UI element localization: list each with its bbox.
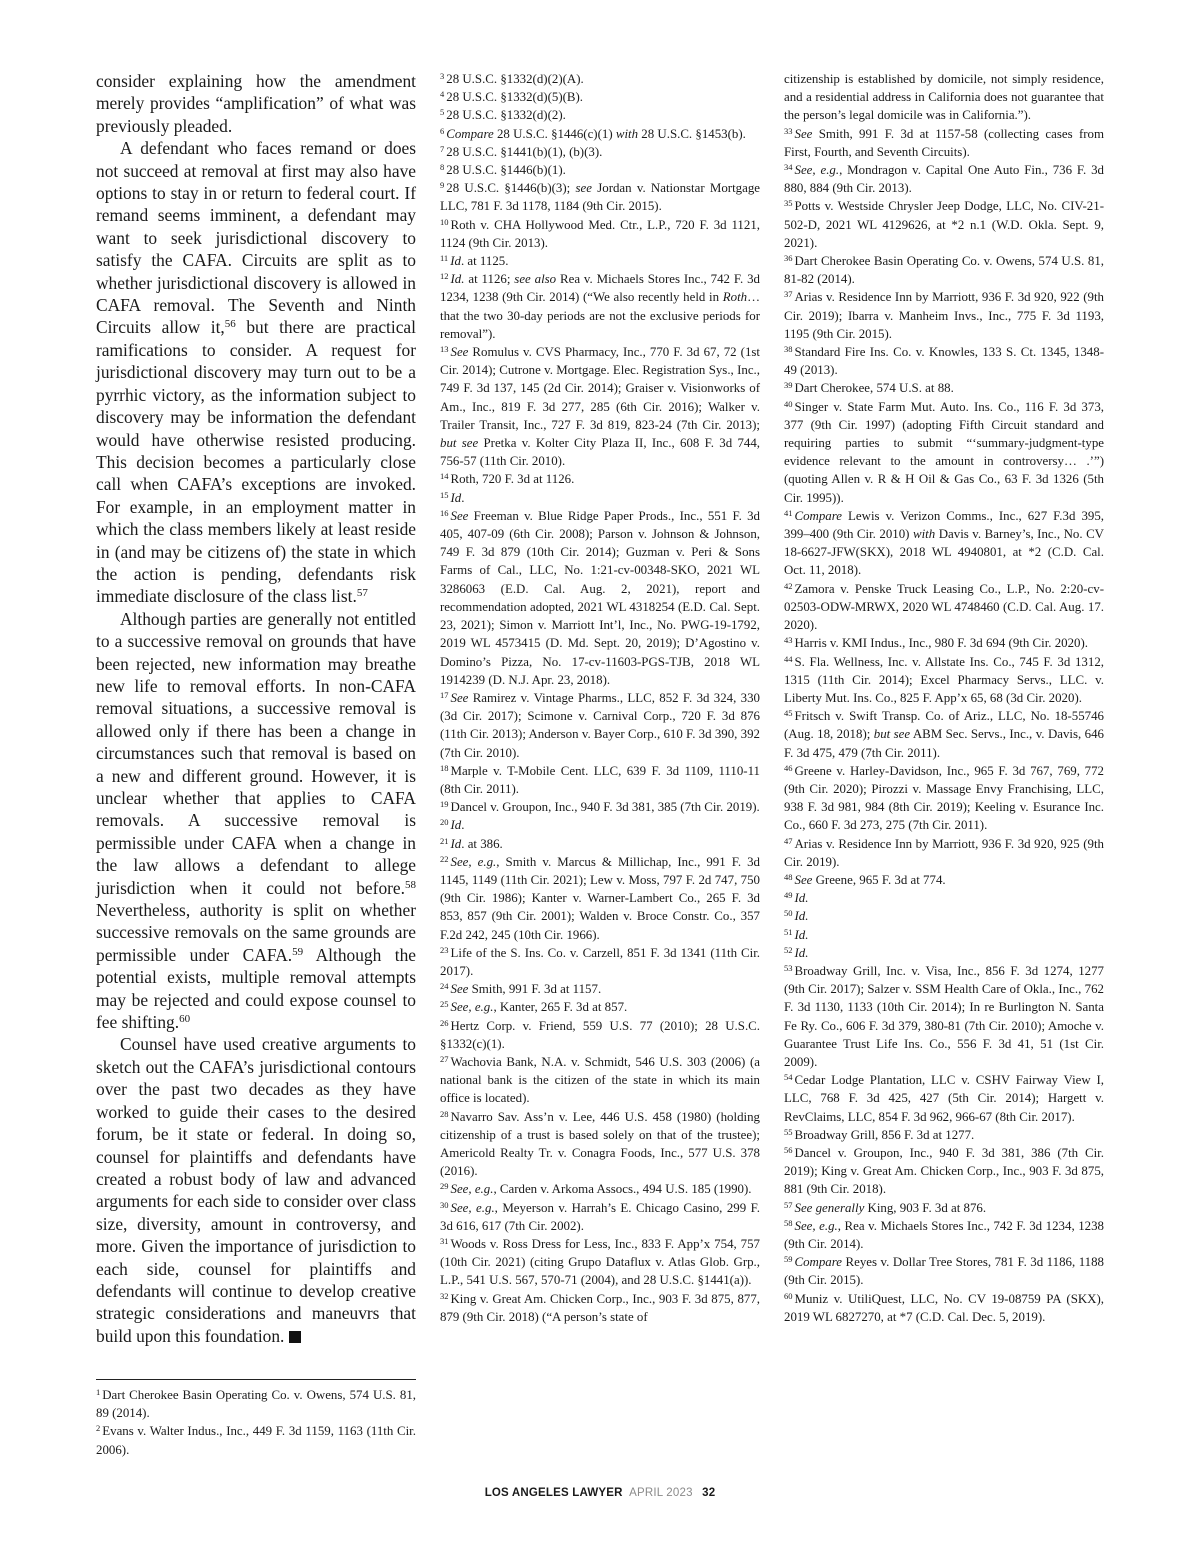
text-run: Cedar Lodge Plantation, LLC v. CSHV Fairway View I, LLC, 768 F. 3d 425, 427 (5th Cir. 2014); Hargett v. RevClaims, LLC, 854 F. 3d 962, 966-67 (8th Cir. 2017). — [784, 1073, 1104, 1124]
text-run: . — [461, 490, 465, 505]
footnote — [440, 161, 760, 179]
footnote — [784, 507, 1104, 580]
footnote — [440, 1017, 760, 1053]
text-run: Pretka v. Kolter City Plaza II, Inc., 608 F. 3d 744, 756-57 (11th Cir. 2010). — [440, 436, 760, 469]
footnote — [784, 379, 1104, 397]
text-run: . — [461, 818, 465, 833]
text-run: Dart Cherokee Basin Operating Co. v. Owens, 574 U.S. 81, 89 (2014). — [96, 1388, 416, 1421]
italic-text: Id — [450, 836, 462, 851]
text-run: S. Fla. Wellness, Inc. v. Allstate Ins. Co., 745 F. 3d 1312, 1315 (11th Cir. 2014); Excel Pharmacy Servs., LLC. v. Liberty Mut. Ins. Co., 825 F. App’x 65, 68 (3d Cir. 2020). — [784, 654, 1104, 705]
footnote — [784, 653, 1104, 708]
footnote — [440, 70, 760, 88]
footnote — [784, 70, 1104, 125]
end-of-article-mark — [289, 1331, 301, 1343]
footnote-number: 29 — [440, 1181, 449, 1192]
text-run: Potts v. Westside Chrysler Jeep Dodge, LLC, No. CIV-21-502-D, 2021 WL 4129626, at *2 n.1 (W.D. Okla. Sept. 9, 2021). — [784, 199, 1104, 250]
text-run: Although parties are generally not entitled to a successive removal on grounds that have been rejected, new information may breathe new life to removal efforts. In non-CAFA removal situations, a successive removal is allowed only if there has been a change in circumstances such that removal is based on a new and different ground. However, it is unclear whether that applies to CAFA removals. A successive removal is permissible under CAFA when a change in the law allows a defendant to allege jurisdiction when it could not before. — [96, 608, 416, 898]
text-run: 28 U.S.C. §1446(b)(1). — [446, 163, 566, 178]
footnote-reference: 56 — [224, 318, 236, 331]
footnote-number: 26 — [440, 1017, 449, 1028]
page-footer — [0, 1487, 1200, 1499]
footnote-number: 23 — [440, 944, 449, 955]
footnote — [784, 926, 1104, 944]
text-run: , Mondragon v. Capital One Auto Fin., 736 F. 3d 880, 884 (9th Cir. 2013). — [784, 163, 1104, 196]
text-run: Counsel have used creative arguments to sketch out the CAFA’s jurisdictional contours over the past two decades as they have worked to guide their cases to the desired forum, be it state or federal. In doing so, counsel for plaintiffs and defendants have created a robust body of law and advanced arguments for each side to consider over class size, diversity, amount in controversy, and more. Given the importance of jurisdiction to each side, counsel for plaintiffs and defendants will continue to develop creative strategic considerations and maneuvrs that build upon this foundation. — [96, 1034, 416, 1346]
footnote — [440, 252, 760, 270]
text-run: Rea v. Michaels Stores Inc., 742 F. 3d 1234, 1238 (9th Cir. 2014) (“We also recently held in — [440, 272, 760, 305]
text-run: A defendant who faces remand or does not succeed at removal at first may also have options to stay in or return to federal court. If remand seems imminent, a defendant may want to seek jurisdictional discovery to satisfy the CAFA. Circuits are split as to whether jurisdictional discovery is allowed in CAFA removal. The Seventh and Ninth Circuits allow it, — [96, 138, 416, 338]
text-run: Singer v. State Farm Mut. Auto. Ins. Co., 116 F. 3d 373, 377 (9th Cir. 1997) (adopting Fifth Circuit standard and requiring parties to submit “‘summary-judgment-type evidence relevant to the amount in controversy… .’”) (quoting Allen v. R & H Oil & Gas Co., 63 F. 3d 1326 (5th Cir. 1995)). — [784, 399, 1104, 505]
footnote-number: 56 — [784, 1144, 793, 1155]
footnote-number: 2 — [96, 1423, 101, 1434]
text-run: 28 U.S.C. §1446(b)(3); — [446, 181, 576, 196]
italic-text: Id. — [794, 945, 809, 960]
text-run: Davis v. Barney’s, Inc., No. CV 18-6627-JFW(SKX), 2018 WL 4940801, at *2 (C.D. Cal. Oct. 11, 2018). — [784, 527, 1104, 578]
text-run: …that the two 30-day periods are not the exclusive periods for removal”). — [440, 290, 760, 341]
text-run: Dancel v. Groupon, Inc., 940 F. 3d 381, 385 (7th Cir. 2019). — [450, 800, 760, 815]
italic-text: with — [615, 126, 639, 141]
footnote — [440, 1235, 760, 1290]
text-run: 28 U.S.C. §1446(c)(1) — [493, 126, 616, 141]
footnote — [440, 853, 760, 944]
italic-text: See — [794, 872, 813, 887]
footnote-number: 46 — [784, 762, 793, 773]
footnote-number: 31 — [440, 1236, 449, 1246]
footnote-number: 24 — [440, 981, 449, 992]
text-run: 28 U.S.C. §1332(d)(2)(A). — [446, 72, 584, 86]
footnote — [784, 871, 1104, 889]
footnote — [440, 944, 760, 980]
text-run: Greene, 965 F. 3d at 774. — [812, 872, 946, 887]
footnote-reference: 58 — [405, 878, 416, 891]
text-run: Zamora v. Penske Truck Leasing Co., L.P., No. 2:20-cv-02503-ODW-MRWX, 2020 WL 4748460 (C.D. Cal. Aug. 17. 2020). — [784, 581, 1104, 633]
footnote — [440, 489, 760, 507]
footnote — [784, 288, 1104, 343]
footnote-number: 45 — [784, 708, 793, 719]
text-run: Romulus v. CVS Pharmacy, Inc., 770 F. 3d 67, 72 (1st Cir. 2014); Cutrone v. Mortgage. Elec. Registration Sys., Inc., 749 F. 3d 137, 145 (2d Cir. 2014); Graiser v. Visionworks of Am., Inc., 819 F. 3d 277, 285 (6th Cir. 2016); Walker v. Trailer Transit, Inc., 727 F. 3d 819, 823-24 (7th Cir. 2013); — [440, 345, 760, 432]
text-run: Woods v. Ross Dress for Less, Inc., 833 F. App’x 754, 757 (10th Cir. 2021) (citing Grupo Dataflux v. Atlas Glob. Grp., L.P., 541 U.S. 567, 570-71 (2004), and 28 U.S.C. §1441(a)). — [440, 1237, 760, 1288]
text-run: Reyes v. Dollar Tree Stores, 781 F. 3d 1186, 1188 (9th Cir. 2015). — [784, 1255, 1104, 1288]
footnote — [784, 944, 1104, 962]
footnote-number: 19 — [440, 799, 449, 810]
text-run: Roth, 720 F. 3d at 1126. — [450, 472, 575, 487]
footnote — [440, 1108, 760, 1181]
footnote-number: 53 — [784, 962, 793, 973]
text-run: Greene v. Harley-Davidson, Inc., 965 F. 3d 767, 769, 772 (9th Cir. 2020); Pirozzi v. Massage Envy Franchising, LLC, 938 F. 3d 981, 984 (8th Cir. 2019); Keeling v. Esurance Inc. Co., 660 F. 3d 273, 275 (7th Cir. 2011). — [784, 763, 1104, 833]
italic-text: See — [450, 982, 469, 997]
italic-text: See — [450, 345, 469, 360]
footnote — [440, 998, 760, 1016]
text-run: . at 1125. — [460, 254, 509, 269]
footnote — [784, 252, 1104, 288]
italic-text: Id. — [794, 891, 809, 906]
italic-text: Roth — [722, 290, 748, 305]
italic-text: see — [575, 181, 592, 196]
footnote-number: 49 — [784, 890, 793, 901]
footnote-number: 35 — [784, 198, 793, 209]
text-run: 28 U.S.C. §1441(b)(1), (b)(3). — [446, 144, 603, 159]
footnote-number: 52 — [784, 944, 793, 955]
footnotes-column-1 — [96, 1386, 416, 1459]
text-run: Arias v. Residence Inn by Marriott, 936 F. 3d 920, 925 (9th Cir. 2019). — [784, 836, 1104, 869]
footnote-number: 50 — [784, 908, 793, 919]
footnote — [784, 835, 1104, 871]
text-run: 28 U.S.C. §1332(d)(5)(B). — [446, 90, 584, 105]
italic-text: See, e.g. — [450, 1000, 494, 1015]
text-run: Freeman v. Blue Ridge Paper Prods., Inc., 551 F. 3d 405, 407-09 (6th Cir. 2008); Parson v. Johnson & Johnson, 749 F. 3d 879 (10th Cir. 2014); Guzman v. Peri & Sons Farms of Cal., LLC, No. 1:21-cv-00348-SKO, 2021 WL 3286063 (E.D. Cal. Aug. 2, 2021), report and recommendation adopted, 2021 WL 4318254 (E.D. Cal. Sept. 23, 2021); Simon v. Marriott Int’l, Inc., No. PWG-19-1792, 2019 WL 4573415 (D. Md. Sept. 20, 2019); D’Agostino v. Domino’s Pizza, No. 17-cv-11603-PGS-TJB, 2018 WL 1914239 (D. N.J. Apr. 23, 2018). — [440, 508, 760, 687]
footnote-number: 48 — [784, 871, 793, 882]
text-run: Evans v. Walter Indus., Inc., 449 F. 3d 1159, 1163 (11th Cir. 2006). — [96, 1424, 416, 1457]
text-run: . at 386. — [461, 836, 503, 851]
footnote — [784, 889, 1104, 907]
text-run: ABM Sec. Servs., Inc., v. Davis, 646 F. 3d 475, 479 (7th Cir. 2011). — [784, 727, 1105, 760]
footnote — [440, 507, 760, 689]
italic-text: See, e.g. — [450, 854, 497, 869]
text-run: Navarro Sav. Ass’n v. Lee, 446 U.S. 458 (1980) (holding citizenship of a trust is based solely on that of the trustee); Americold Realty Tr. v. Conagra Foods, Inc., 577 U.S. 378 (2016). — [440, 1109, 760, 1179]
text-run: Hertz Corp. v. Friend, 559 U.S. 77 (2010); 28 U.S.C. §1332(c)(1). — [440, 1018, 760, 1051]
footnote-number: 57 — [784, 1199, 793, 1210]
footnote-reference: 59 — [292, 945, 304, 958]
footnote — [440, 689, 760, 762]
footnote-number: 39 — [784, 380, 793, 391]
footnote-number: 43 — [784, 635, 793, 646]
footnote — [784, 762, 1104, 835]
footnote-number: 5 — [440, 107, 445, 118]
text-run: Arias v. Residence Inn by Marriott, 936 F. 3d 920, 922 (9th Cir. 2019); Ibarra v. Manheim Invs., Inc., 775 F. 3d 1193, 1195 (9th Cir. 2015). — [784, 290, 1104, 341]
footnote — [784, 197, 1104, 252]
italic-text: See — [450, 690, 469, 705]
footnote — [784, 343, 1104, 379]
footnote-number: 10 — [440, 216, 449, 227]
text-run: Lewis v. Verizon Comms., Inc., 627 F.3d 395, 399–400 (9th Cir. 2010) — [784, 508, 1104, 542]
italic-text: but see — [873, 727, 911, 742]
text-run: Ramirez v. Vintage Pharms., LLC, 852 F. 3d 324, 330 (3d Cir. 2017); Scimone v. Carnival Corp., 720 F. 3d 876 (11th Cir. 2013); Anderson v. Bayer Corp., 610 F. 3d 390, 392 (7th Cir. 2010). — [440, 690, 760, 760]
text-run: Life of the S. Ins. Co. v. Carzell, 851 F. 3d 1341 (11th Cir. 2017). — [440, 945, 760, 978]
footnote — [784, 1126, 1104, 1144]
footnote — [784, 1144, 1104, 1199]
italic-text: Id. — [794, 909, 809, 924]
footnote — [440, 980, 760, 998]
footer-magazine-name: LOS ANGELES LAWYER — [484, 1487, 623, 1499]
footnote-number: 55 — [784, 1126, 793, 1137]
footer-page-number: 32 — [702, 1487, 716, 1499]
footnote-number: 12 — [440, 271, 449, 282]
footnote — [440, 125, 760, 143]
text-run: consider explaining how the amendment merely provides “amplification” of what was previously pleaded. — [96, 71, 416, 136]
footnote-number: 60 — [784, 1290, 793, 1301]
italic-text: Id — [450, 254, 461, 269]
footnote-number: 28 — [440, 1108, 449, 1119]
footnote-number: 22 — [440, 853, 449, 864]
text-run: , Carden v. Arkoma Assocs., 494 U.S. 185 (1990). — [493, 1182, 752, 1197]
footnote — [440, 106, 760, 124]
text-run: Broadway Grill, Inc. v. Visa, Inc., 856 F. 3d 1274, 1277 (9th Cir. 2017); Salzer v. SSM Health Care of Okla., Inc., 762 F. 3d 1130, 1133 (10th Cir. 2014); In re Burlington N. Santa Fe Ry. Co., 606 F. 3d 379, 380-81 (7th Cir. 2010); Amoche v. Guarantee Trust Life Ins. Co., 556 F. 3d 41, 51 (1st Cir. 2009). — [784, 963, 1104, 1069]
text-run: Dancel v. Groupon, Inc., 940 F. 3d 381, 386 (7th Cir. 2019); King v. Great Am. Chicken Corp., Inc., 903 F. 3d 875, 881 (9th Cir. 2018). — [784, 1145, 1104, 1197]
footnote-number: 15 — [440, 489, 449, 500]
footnote-number: 6 — [440, 125, 445, 136]
text-run: but there are practical ramifications to consider. A request for jurisdictional discovery may turn out to be a pyrrhic victory, as the information subject to discovery may be information the defendant would have otherwise resisted producing. This decision becomes a particularly close call when CAFA’s exceptions are invoked. For example, in an employment matter in which the class members likely at least reside in (and may be citizens of) the state in which the action is pending, defendants risk immediate disclosure of the class list. — [96, 317, 416, 607]
footnote — [440, 270, 760, 343]
footnote — [440, 1180, 760, 1198]
italic-text: but see — [440, 436, 479, 451]
text-run: Roth v. CHA Hollywood Med. Ctr., L.P., 720 F. 3d 1121, 1124 (9th Cir. 2013). — [440, 217, 760, 250]
footnote — [440, 835, 760, 853]
footnote — [440, 1290, 760, 1326]
italic-text: Id. — [794, 927, 809, 942]
footnote-number: 59 — [784, 1254, 793, 1265]
footnote-number: 30 — [440, 1199, 449, 1210]
footnote-number: 58 — [784, 1217, 793, 1228]
footnote — [440, 88, 760, 106]
footnote-number: 36 — [784, 253, 793, 264]
footnote-number: 13 — [440, 344, 449, 355]
footnote — [440, 343, 760, 470]
footnote — [96, 1422, 416, 1458]
footnote — [784, 1253, 1104, 1289]
footnote-number: 54 — [784, 1072, 793, 1083]
text-run: , Kanter, 265 F. 3d at 857. — [493, 1000, 628, 1015]
footnote-number: 42 — [784, 580, 793, 591]
footnote — [784, 1290, 1104, 1326]
footnote — [784, 161, 1104, 197]
italic-text: See, e.g. — [450, 1200, 495, 1215]
text-run: Marple v. T-Mobile Cent. LLC, 639 F. 3d 1109, 1110-11 (8th Cir. 2011). — [440, 763, 760, 796]
footnote-number: 21 — [440, 835, 449, 846]
footnote-number: 47 — [784, 835, 793, 846]
footnote-number: 17 — [440, 689, 449, 700]
footnote — [784, 125, 1104, 161]
body-paragraph — [96, 1033, 416, 1347]
footnote — [440, 216, 760, 252]
text-run: 28 U.S.C. §1453(b). — [638, 126, 746, 141]
footnotes-column-3 — [784, 70, 1104, 1326]
text-run: citizenship is established by domicile, not simply residence, and a residential address in California does not guarantee that the person’s legal domicile was in California.”). — [784, 72, 1104, 123]
text-run: Smith, 991 F. 3d at 1157-58 (collecting cases from First, Fourth, and Seventh Circuits). — [784, 126, 1104, 159]
text-run: Harris v. KMI Indus., Inc., 980 F. 3d 694 (9th Cir. 2020). — [794, 636, 1089, 651]
footnote-number: 44 — [784, 653, 793, 664]
italic-text: Id — [450, 490, 462, 505]
footnote — [96, 1386, 416, 1422]
italic-text: See, e.g. — [794, 1218, 838, 1233]
footnote-number: 4 — [440, 89, 445, 100]
italic-text: Id. — [450, 272, 465, 287]
body-paragraph — [96, 137, 416, 608]
footnote — [440, 816, 760, 834]
text-run: Dart Cherokee, 574 U.S. at 88. — [794, 381, 954, 396]
text-run: at 1126; — [464, 272, 515, 287]
italic-text: Compare — [794, 1255, 843, 1270]
footnote-number: 11 — [440, 253, 449, 264]
text-run: Dart Cherokee Basin Operating Co. v. Owens, 574 U.S. 81, 81-82 (2014). — [784, 254, 1104, 287]
footnote-number: 8 — [440, 162, 445, 173]
footnote-number: 32 — [440, 1290, 449, 1301]
footnote — [440, 143, 760, 161]
footnote-number: 1 — [96, 1387, 101, 1397]
footnote-number: 16 — [440, 507, 449, 518]
italic-text: See — [794, 126, 813, 141]
footnote-number: 18 — [440, 762, 449, 773]
text-run: Nevertheless, authority is split on whether successive removals on the same grounds are permissible under CAFA. — [96, 900, 416, 965]
footnote-reference: 60 — [179, 1013, 191, 1026]
italic-text: See — [450, 508, 469, 523]
footnote-number: 7 — [440, 143, 445, 154]
footnote-number: 27 — [440, 1053, 449, 1064]
italic-text: See generally — [794, 1200, 865, 1215]
footnote-reference: 57 — [356, 587, 368, 600]
footnote-number: 9 — [440, 180, 445, 191]
footnote — [784, 1071, 1104, 1126]
text-run: Although the potential exists, multiple removal attempts may be rejected and could expose counsel to fee shifting. — [96, 944, 416, 1033]
footnote — [784, 962, 1104, 1071]
text-run: Jordan v. Nationstar Mortgage LLC, 781 F. 3d 1178, 1184 (9th Cir. 2015). — [440, 181, 760, 214]
text-run: King v. Great Am. Chicken Corp., Inc., 903 F. 3d 875, 877, 879 (9th Cir. 2018) (“A person’s state of — [440, 1291, 760, 1324]
article-body-column — [96, 70, 416, 1347]
italic-text: See, e.g. — [450, 1182, 494, 1197]
text-run: 28 U.S.C. §1332(d)(2). — [446, 108, 566, 123]
footnote — [440, 1053, 760, 1108]
text-run: Smith, 991 F. 3d at 1157. — [468, 982, 602, 997]
italic-text: Id — [450, 818, 462, 833]
italic-text: see also — [514, 272, 557, 287]
text-run: Muniz v. UtiliQuest, LLC, No. CV 19-08759 PA (SKX), 2019 WL 6827270, at *7 (C.D. Cal. Dec. 5, 2019). — [784, 1291, 1104, 1324]
footnote — [784, 398, 1104, 507]
body-paragraph — [96, 608, 416, 1034]
text-run: , Rea v. Michaels Stores Inc., 742 F. 3d 1234, 1238 (9th Cir. 2014). — [784, 1218, 1104, 1251]
footnote — [440, 762, 760, 798]
footnote-number: 37 — [784, 289, 793, 300]
footnote-number: 14 — [440, 471, 449, 482]
footnotes-divider — [96, 1379, 416, 1380]
footnote — [784, 907, 1104, 925]
text-run: Broadway Grill, 856 F. 3d at 1277. — [794, 1127, 975, 1142]
text-run: King, 903 F. 3d at 876. — [864, 1200, 987, 1215]
footnote — [440, 179, 760, 215]
footnote-number: 40 — [784, 398, 793, 409]
footnote-number: 51 — [784, 926, 793, 937]
italic-text: Compare — [794, 508, 843, 523]
footnote — [784, 580, 1104, 635]
body-paragraph — [96, 70, 416, 137]
text-run: , Meyerson v. Harrah’s E. Chicago Casino, 299 F. 3d 616, 617 (7th Cir. 2002). — [440, 1200, 760, 1233]
footnote — [440, 1199, 760, 1235]
italic-text: Compare — [446, 126, 494, 141]
footnote-number: 25 — [440, 999, 449, 1010]
italic-text: with — [912, 527, 936, 542]
footnotes-column-2 — [440, 70, 760, 1326]
text-run: , Smith v. Marcus & Millichap, Inc., 991 F. 3d 1145, 1149 (11th Cir. 2021); Lew v. Moss, 797 F. 2d 747, 750 (9th Cir. 1986); Kanter v. Warner-Lambert Co., 265 F. 3d 853, 857 (9th Cir. 2001); Walden v. Broce Constr. Co., 357 F.2d 242, 245 (10th Cir. 1966). — [440, 854, 760, 942]
text-run: Standard Fire Ins. Co. v. Knowles, 133 S. Ct. 1345, 1348-49 (2013). — [784, 345, 1104, 378]
footnote-number: 33 — [784, 125, 793, 136]
footnote-number: 3 — [440, 71, 445, 81]
footnote — [784, 1217, 1104, 1253]
footnote-number: 38 — [784, 344, 793, 355]
footnote — [784, 707, 1104, 762]
footnote-number: 20 — [440, 817, 449, 828]
footnote — [784, 1199, 1104, 1217]
footer-issue-date: APRIL 2023 — [629, 1487, 693, 1499]
footnote-number: 34 — [784, 162, 793, 173]
text-run: Fritsch v. Swift Transp. Co. of Ariz., LLC, No. 18-55746 (Aug. 18, 2018); — [784, 709, 1104, 742]
footnote-number: 41 — [784, 507, 793, 518]
footnote — [440, 470, 760, 488]
footnote — [784, 634, 1104, 652]
text-run: Wachovia Bank, N.A. v. Schmidt, 546 U.S. 303 (2006) (a national bank is the citizen of the state in which its main office is located). — [440, 1054, 760, 1106]
footnote — [440, 798, 760, 816]
italic-text: See, e.g. — [794, 163, 840, 178]
